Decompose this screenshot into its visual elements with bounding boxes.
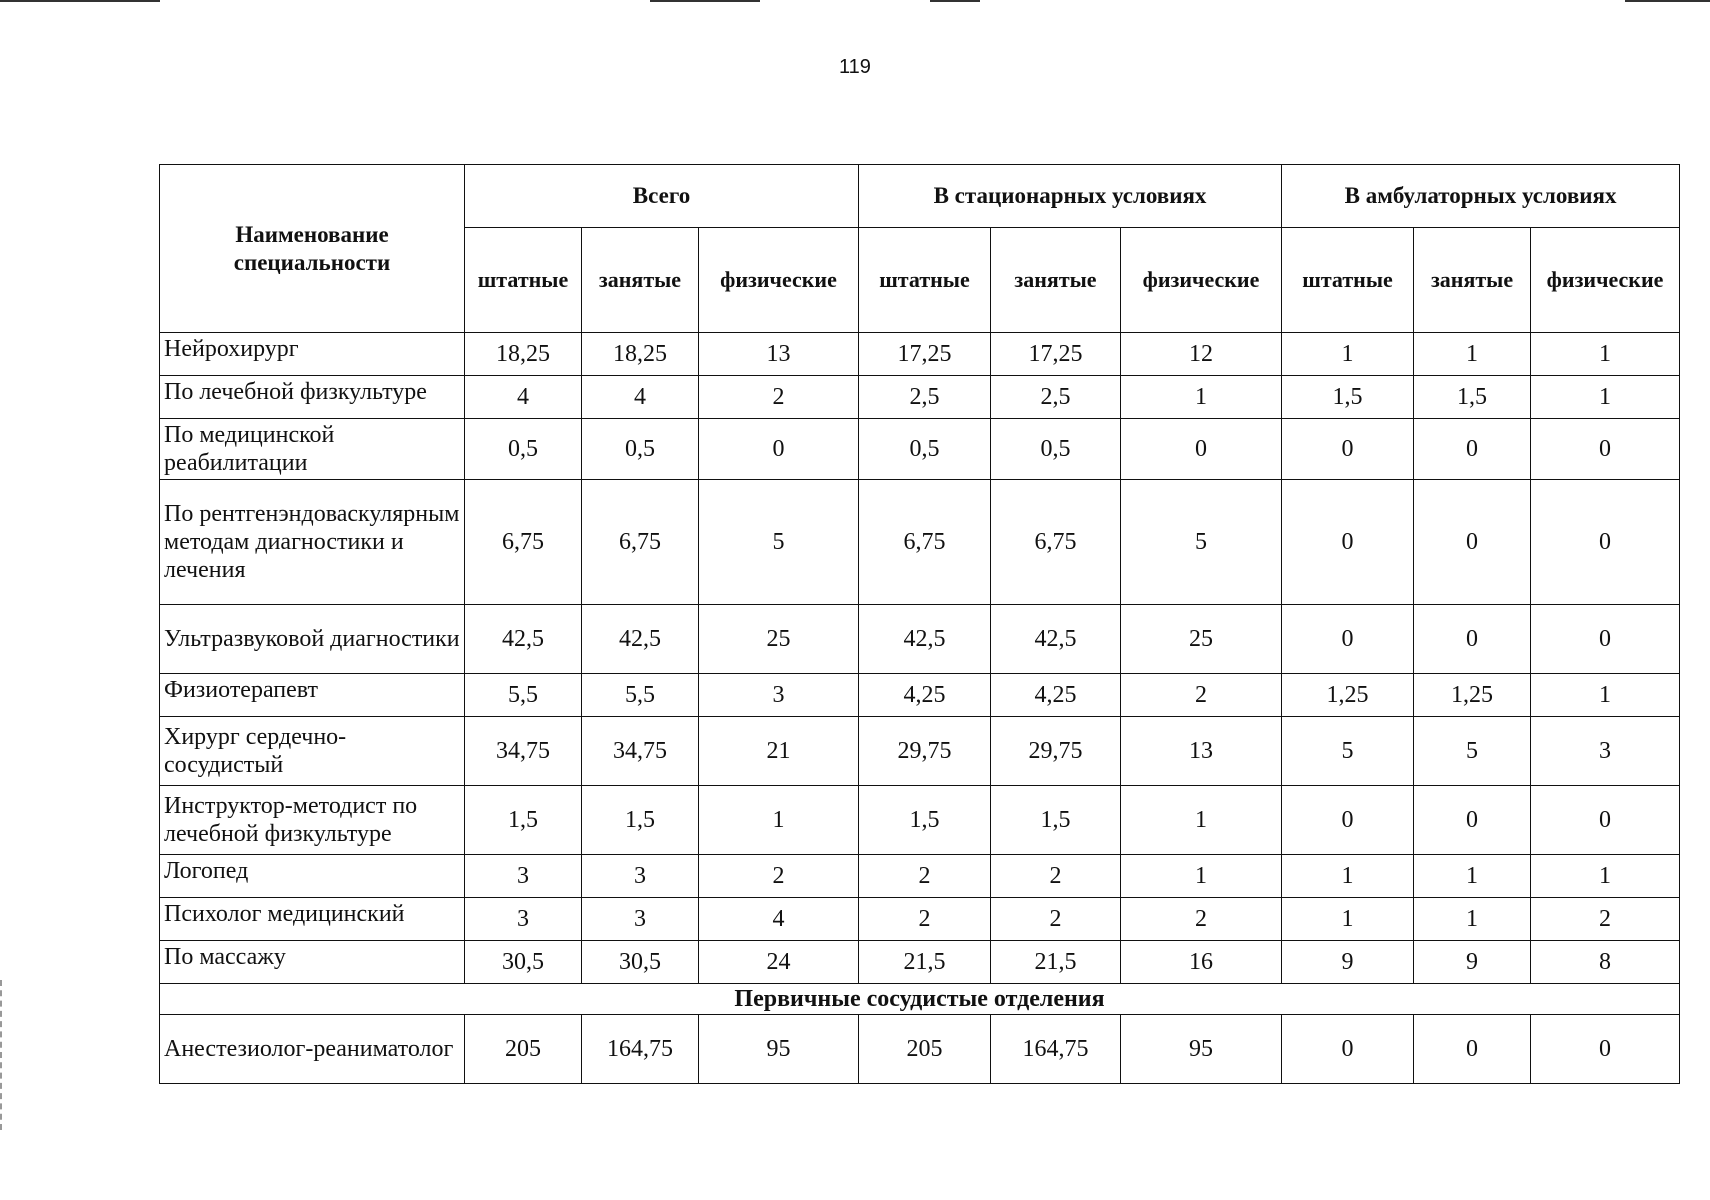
cell-value: 17,25 [859,333,991,376]
scan-margin-mark [0,980,4,1130]
table-row [160,376,1680,419]
cell-value: 0 [1531,1015,1680,1084]
cell-value: 0 [1414,419,1531,480]
cell-value: 95 [699,1015,859,1084]
cell-value: 1 [1282,333,1414,376]
cell-value: 18,25 [582,333,699,376]
cell-value: 1,25 [1414,674,1531,717]
cell-value: 6,75 [465,480,582,605]
cell-value: 0 [1282,1015,1414,1084]
cell-value: 3 [465,855,582,898]
scan-edge-line [1625,0,1710,2]
cell-value: 3 [582,855,699,898]
cell-value: 1 [1282,855,1414,898]
cell-value: 6,75 [859,480,991,605]
cell-value: 2 [699,855,859,898]
cell-value: 0 [1414,605,1531,674]
cell-value: 1,5 [582,786,699,855]
cell-value: 0 [1121,419,1282,480]
cell-value: 21,5 [859,941,991,984]
subheader-physical: физические [1121,228,1282,333]
specialty-name: Физиотерапевт [160,674,465,717]
group-header-total: Всего [465,165,859,228]
cell-value: 5 [1121,480,1282,605]
cell-value: 2 [991,855,1121,898]
cell-value: 205 [465,1015,582,1084]
cell-value: 5 [699,480,859,605]
cell-value: 0 [1531,605,1680,674]
cell-value: 205 [859,1015,991,1084]
subheader-physical: физические [699,228,859,333]
cell-value: 0,5 [991,419,1121,480]
cell-value: 0 [1282,605,1414,674]
specialty-name: Хирург сердечно-сосудистый [160,717,465,786]
cell-value: 24 [699,941,859,984]
cell-value: 4,25 [859,674,991,717]
scan-edge-line [650,0,760,2]
group-header-outpatient: В амбулаторных условиях [1282,165,1680,228]
cell-value: 0 [1414,786,1531,855]
cell-value: 1 [1121,786,1282,855]
cell-value: 0 [1531,786,1680,855]
cell-value: 21,5 [991,941,1121,984]
cell-value: 1 [1531,333,1680,376]
scan-edge-line [930,0,980,2]
cell-value: 30,5 [582,941,699,984]
staffing-table [159,164,1680,1084]
specialty-name: По рентгенэндоваскулярным методам диагностики и лечения [160,480,465,605]
specialty-name: По лечебной физкультуре [160,376,465,419]
cell-value: 2 [859,855,991,898]
cell-value: 3 [1531,717,1680,786]
cell-value: 4,25 [991,674,1121,717]
specialty-name: По медицинской реабилитации [160,419,465,480]
cell-value: 29,75 [859,717,991,786]
cell-value: 0 [1414,1015,1531,1084]
cell-value: 5 [1282,717,1414,786]
cell-value: 4 [699,898,859,941]
cell-value: 164,75 [582,1015,699,1084]
table-row [160,605,1680,674]
cell-value: 2,5 [991,376,1121,419]
cell-value: 2,5 [859,376,991,419]
section-row [160,984,1680,1015]
cell-value: 17,25 [991,333,1121,376]
cell-value: 1,5 [1282,376,1414,419]
cell-value: 3 [699,674,859,717]
cell-value: 21 [699,717,859,786]
cell-value: 5,5 [582,674,699,717]
subheader-occupied: занятые [1414,228,1531,333]
specialty-name: Психолог медицинский [160,898,465,941]
specialty-name: Нейрохирург [160,333,465,376]
cell-value: 0 [1282,419,1414,480]
specialty-name: Логопед [160,855,465,898]
specialty-name: По массажу [160,941,465,984]
cell-value: 18,25 [465,333,582,376]
table-row [160,1015,1680,1084]
cell-value: 2 [859,898,991,941]
cell-value: 1 [1414,898,1531,941]
subheader-staff: штатные [1282,228,1414,333]
cell-value: 42,5 [465,605,582,674]
subheader-physical: физические [1531,228,1680,333]
cell-value: 0,5 [582,419,699,480]
group-header-inpatient: В стационарных условиях [859,165,1282,228]
cell-value: 5 [1414,717,1531,786]
table-row [160,333,1680,376]
specialty-column-header: Наименование специальности [160,165,465,333]
section-title: Первичные сосудистые отделения [160,984,1680,1015]
cell-value: 34,75 [465,717,582,786]
cell-value: 3 [582,898,699,941]
table-row [160,786,1680,855]
cell-value: 25 [699,605,859,674]
cell-value: 0 [1531,480,1680,605]
table-row [160,674,1680,717]
specialty-name: Анестезиолог-реаниматолог [160,1015,465,1084]
cell-value: 1,5 [465,786,582,855]
specialty-name: Ультразвуковой диагностики [160,605,465,674]
cell-value: 1,5 [1414,376,1531,419]
table-row [160,419,1680,480]
subheader-occupied: занятые [582,228,699,333]
cell-value: 16 [1121,941,1282,984]
cell-value: 1 [1531,855,1680,898]
cell-value: 34,75 [582,717,699,786]
cell-value: 0,5 [859,419,991,480]
cell-value: 42,5 [859,605,991,674]
scan-edge-line [0,0,160,2]
cell-value: 29,75 [991,717,1121,786]
cell-value: 12 [1121,333,1282,376]
cell-value: 2 [699,376,859,419]
cell-value: 1 [1282,898,1414,941]
cell-value: 0 [1282,786,1414,855]
cell-value: 2 [1121,674,1282,717]
cell-value: 9 [1282,941,1414,984]
cell-value: 1 [1531,376,1680,419]
cell-value: 42,5 [582,605,699,674]
specialty-name: Инструктор-методист по лечебной физкультуре [160,786,465,855]
cell-value: 95 [1121,1015,1282,1084]
cell-value: 164,75 [991,1015,1121,1084]
cell-value: 1,5 [991,786,1121,855]
cell-value: 1 [1414,855,1531,898]
cell-value: 0,5 [465,419,582,480]
cell-value: 2 [1531,898,1680,941]
cell-value: 4 [465,376,582,419]
table-row [160,941,1680,984]
cell-value: 0 [1414,480,1531,605]
page-number: 119 [839,56,871,78]
cell-value: 2 [991,898,1121,941]
cell-value: 1,25 [1282,674,1414,717]
cell-value: 2 [1121,898,1282,941]
cell-value: 8 [1531,941,1680,984]
cell-value: 5,5 [465,674,582,717]
subheader-occupied: занятые [991,228,1121,333]
cell-value: 3 [465,898,582,941]
cell-value: 1 [699,786,859,855]
cell-value: 13 [699,333,859,376]
cell-value: 1 [1121,376,1282,419]
cell-value: 1 [1414,333,1531,376]
cell-value: 6,75 [991,480,1121,605]
cell-value: 42,5 [991,605,1121,674]
cell-value: 0 [1282,480,1414,605]
cell-value: 0 [699,419,859,480]
table-row [160,855,1680,898]
cell-value: 1 [1531,674,1680,717]
cell-value: 1 [1121,855,1282,898]
cell-value: 1,5 [859,786,991,855]
cell-value: 0 [1531,419,1680,480]
table-row [160,480,1680,605]
table-row [160,717,1680,786]
cell-value: 13 [1121,717,1282,786]
cell-value: 6,75 [582,480,699,605]
subheader-staff: штатные [465,228,582,333]
cell-value: 25 [1121,605,1282,674]
subheader-staff: штатные [859,228,991,333]
table-row [160,898,1680,941]
cell-value: 9 [1414,941,1531,984]
cell-value: 4 [582,376,699,419]
cell-value: 30,5 [465,941,582,984]
